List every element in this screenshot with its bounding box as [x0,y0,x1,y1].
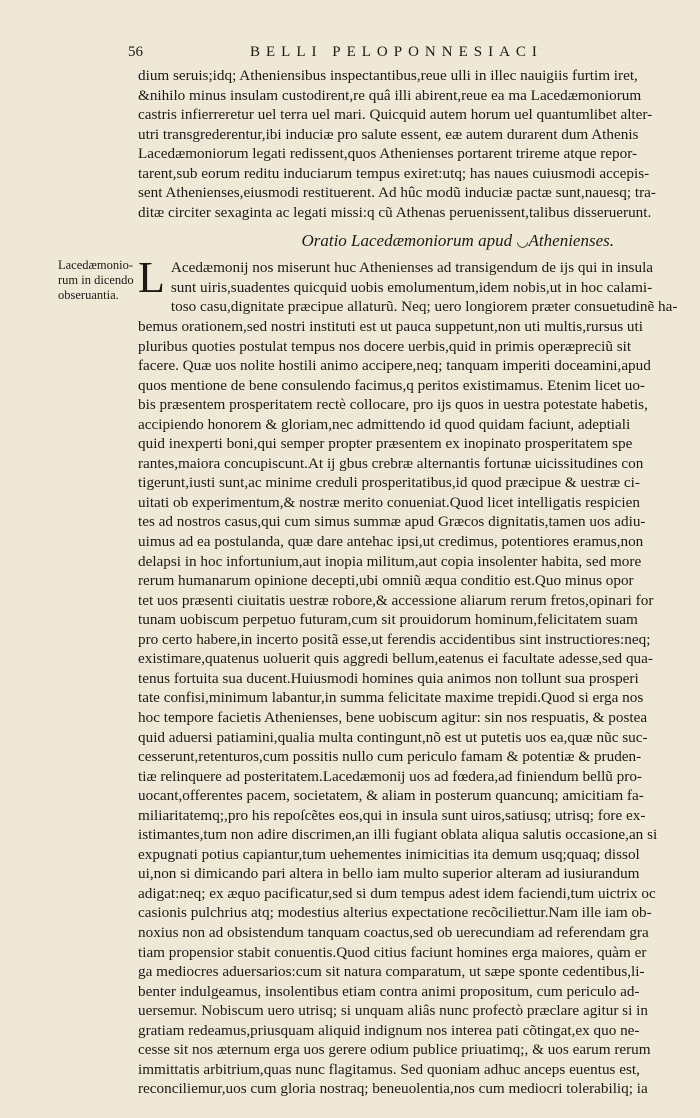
text-line: existimare,quatenus uoluerit quis aggredi bellum,eatenus ei facultate adesse,sed qua- [138,650,653,668]
text-line: benter indulgeamus, insolentibus etiam contra animi propositum, cum periculo ad- [138,982,640,1000]
text-line: reconciliemur,uos cum gloria nostraq; beneuolentia,nos cum mediocri tolerabiliq; ia [138,1080,648,1098]
text-line: &nihilo minus insulam custodirent,re quâ illi abirent,reue ea ma Lacedæmoniorum [138,86,642,104]
text-line: uimus ad ea postulanda, quæ dare antehac ipsi,ut credimus, potentiores eramus,non [138,533,644,551]
text-line: accipiendo honorem & gloriam,nec admittendo id quod quidam faciunt, adeptiali [138,415,631,433]
drop-cap: L [138,253,165,303]
ornament-icon: ◡ [516,235,529,251]
page-number: 56 [128,44,143,60]
text-line: tes ad nostros casus,qui cum simus summæ apud Græcos dignitatis,tamen uos adiu- [138,513,646,531]
text-line: uitati ob experimentum,& nostræ merito conueniat.Quod licet intelligatis respicien [138,493,640,511]
text-line: tenus fortuita sua ducent.Huiusmodi homines quia animos non tollunt sua prosperi [138,669,639,687]
text-line: facere. Quæ uos nolite hostili animo accipere,neq; tanquam imperiti doceamini,apud [138,357,651,375]
text-line: immittatis arbitrium,quas nunc flagitamus. Sed quoniam adhuc anceps euentus est, [138,1060,640,1078]
text-line: delapsi in hoc infortunium,aut inopia militum,aut copia insolenter habita, sed more [138,552,642,570]
text-line: quid inexperti boni,qui semper propter præsentem ex inopinato prosperitatem spe [138,435,633,453]
text-line: tigerunt,iusti sunt,ac minime creduli prosperitatibus,id quod præcipue & uestræ ci- [138,474,640,492]
intro-paragraph [138,66,684,222]
text-line: uersemur. Nobiscum uero utrisq; si unquam aliâs nunc profectò præclare agitur si in [138,1002,648,1020]
text-line: sunt uiris,suadentes quicquid uobis emolumentum,idem nobis,ut in hoc calami- [170,278,653,296]
text-line: pro certo habere,in incerto positã esse,ut ferendis accidentibus sint instructiores:neq; [138,630,651,648]
page-header [100,44,660,66]
heading-text: Oratio Lacedæmoniorum apud [301,231,513,251]
text-line: adigat:neq; ex æquo pacificatur,sed si dum tempus adest idem faciendi,tum uictrix oc [138,884,656,902]
text-line: uocant,offerentes pacem, societatem, & aliam in posterum quancunq; amicitiam fa- [138,787,644,805]
text-line: gratiam redeamus,priusquam aliquid indignum nos interea pati cõtingat,ex quo ne- [138,1021,640,1039]
text-line: ga mediocres aduersarios:cum sit natura comparatum, ut sæpe sponte cedentibus,li- [138,963,645,981]
text-line: toso casu,dignitate præcipue allaturũ. Neq; uero longiorem præter consuetudinẽ ha- [170,298,678,316]
text-line: hoc tempore facietis Athenienses, bene uobiscum agitur: sin nos respuatis, & postea [138,708,648,726]
margin-note-line: rum in dicendo [58,273,134,287]
text-line: tiam propensior stabit conuentis.Quod citius faciunt homines erga maiores, quàm er [138,943,647,961]
text-line: quid aduersi patiamini,qualia multa contingunt,nõ est ut putetis uos ea,quæ nũc suc- [138,728,648,746]
text-line: Acedæmonij nos miserunt huc Athenienses ad transigendum de ijs qui in insula [170,259,654,277]
text-line: castris infierreretur uel terra uel mari. Quicquid autem horum uel quantumlibet alter- [138,106,653,124]
text-line: quos mentione de bene consulendo facimus,q peritos existimamus. Etenim licet uo- [138,376,645,394]
text-line: ui,non si dimicando pari altera in bello iam multo superior alteram ad iusiurandum [138,865,640,883]
text-line: tate confisi,minimum labantur,in summa felicitate maxime trepidi.Quod si erga nos [138,689,644,707]
margin-note-line: Lacedæmonio- [58,258,133,272]
main-text [138,66,684,1099]
text-line: Lacedæmoniorum legati redissent,quos Athenienses portarent trireme atque repor- [138,145,638,163]
text-line: pluribus quoties postulat tempus nos docere uerbis,quid in primis operæpreciũ sit [138,337,632,355]
text-line: bemus orationem,sed nostri instituti est ut pauca suppetunt,non uti multis,rursus uti [138,318,643,336]
text-line: ditæ circiter sexaginta ac legati missi:q cũ Athenas peruenissent,talibus disseruerunt. [138,203,652,221]
text-line: cesserunt,retenturos,cum possitis nullo cum periculo famam & potentiæ & pruden- [138,748,642,766]
margin-note [58,258,138,303]
text-line: tunam uobiscum perpetuo futuram,cum sit prouidorum hominum,felicitatem suam [138,611,638,629]
text-line: rantes,maiora concupiscunt.At ij gbus crebræ alternantis fortunæ uicissitudines con [138,454,644,472]
text-line: rerum humanarum opinione decepti,ubi omniũ æqua conditio est.Quo minus opor [138,572,634,590]
text-line: casionis pulchrius atq; modestius alterius expectatione recõciliettur.Nam ille iam ob- [138,904,652,922]
text-line: miliaritatemq;,pro his repoſcẽtes eos,qui in insula sunt uiros,satiusq; utrisq; fore ex- [138,806,646,824]
text-line: tet uos præsenti ciuitatis uestræ robore,& accessione aliarum rerum fretos,opinari for [138,591,654,609]
text-line: noxius non ad obsistendum tanquam coactus,sed ob uerecundiam ad referendam gra [138,923,649,941]
text-line: cesse sit nos æternum erga uos gerere odium publice priuatimq;, & uos earum rerum [138,1041,651,1059]
heading-tail: Athenienses. [528,231,614,251]
text-line: expugnati potius capiantur,tum uehementes inimicitias ita demum usq;quaq; dissol [138,845,640,863]
margin-note-line: obseruantia. [58,288,119,302]
oration-paragraph [138,253,684,1099]
text-line: tiæ relinquere ad posteritatem.Lacedæmonij uos ad fœdera,ad finiendum bellũ pro- [138,767,642,785]
text-line: dium seruis;idq; Atheniensibus inspectantibus,reue ulli in illec nauigiis furtim iret, [138,67,638,84]
text-line: bis præsentem prosperitatem rectè collocare, pro ijs quos in uestra potestate habetis, [138,396,648,414]
running-head: BELLI PELOPONNESIACI [250,44,543,60]
text-line: tarent,sub eorum reditu induciarum tempus exiret:utq; has naues cuiusmodi accepis- [138,164,650,182]
text-line: utri transgrederentur,ibi induciæ pro salute essent, eæ autem durarent dum Athenis [138,125,639,143]
oration-heading [138,227,684,256]
text-line: sent Athenienses,eiusmodi restituerent. Ad hûc modũ induciæ pactæ sunt,nauesq; tra- [138,184,656,202]
text-line: istimantes,tum non adire discrimen,an illi fugiant oblata aliqua salutis occasione,an si [138,826,658,844]
